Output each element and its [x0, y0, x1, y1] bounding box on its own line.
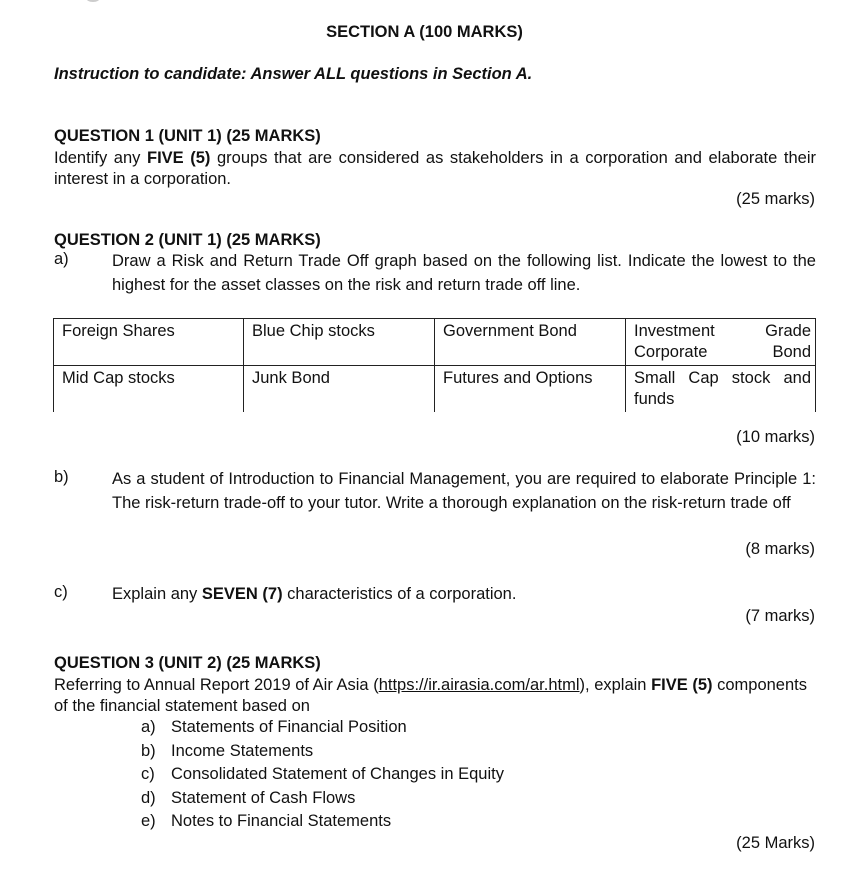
list-item [141, 763, 504, 787]
table-cell: Mid Cap stocks [54, 366, 244, 413]
question-2b-marks: (8 marks) [745, 540, 815, 558]
question-3-text-part: ), explain [579, 676, 652, 694]
question-1-text-part: groups that are considered as stakeholders in a corporation and elaborate their interest in a corporation. [54, 149, 816, 188]
list-item-label: d) [141, 788, 156, 807]
question-2c-text [112, 583, 816, 607]
instruction-text: Instruction to candidate: Answer ALL questions in Section A. [54, 65, 533, 83]
table-row [54, 366, 816, 413]
list-item [141, 810, 504, 834]
question-3-marks: (25 Marks) [736, 834, 815, 852]
list-item [141, 716, 504, 740]
question-3-text-part: Referring to Annual Report 2019 of Air Asia ( [54, 676, 379, 694]
list-item [141, 787, 504, 811]
list-item-text: Income Statements [171, 741, 314, 760]
question-2c-marks: (7 marks) [745, 607, 815, 625]
question-2b-label: b) [54, 468, 69, 486]
question-2a-text: Draw a Risk and Return Trade Off graph based on the following list. Indicate the lowest to the highest for the asset classes on the risk and return trade off line. [112, 252, 816, 294]
question-2a-label: a) [54, 250, 69, 268]
list-item-label: b) [141, 741, 156, 760]
list-item-text: Notes to Financial Statements [171, 812, 392, 830]
question-1-text-part: Identify any [54, 149, 147, 167]
list-item-text: Statements of Financial Position [171, 718, 407, 736]
question-3-heading: QUESTION 3 (UNIT 2) (25 MARKS) [54, 654, 321, 672]
list-item-label: c) [141, 765, 155, 783]
question-3-emphasis: FIVE (5) [651, 676, 713, 694]
page-fragment-mark [86, 0, 100, 2]
question-1-heading: QUESTION 1 (UNIT 1) (25 MARKS) [54, 127, 321, 145]
asset-classes-table [53, 318, 816, 412]
financial-statements-list [141, 716, 504, 834]
question-2b-text: As a student of Introduction to Financial Management, you are required to elaborate Principle 1: The risk-return trade-off to your tutor. Write a thorough explanation on the risk-return trade off [112, 470, 816, 512]
annual-report-link[interactable]: https://ir.airasia.com/ar.html [378, 676, 580, 694]
table-cell: Futures and Options [435, 366, 626, 413]
question-1-emphasis: FIVE (5) [146, 149, 211, 167]
question-3-text [54, 675, 816, 716]
table-cell: Blue Chip stocks [244, 319, 435, 366]
question-2c-label: c) [54, 583, 68, 601]
list-item [141, 740, 504, 764]
question-2a-marks: (10 marks) [736, 428, 815, 446]
list-item-label: e) [141, 812, 156, 830]
table-cell: Foreign Shares [54, 319, 244, 366]
question-3-text-part: components of the financial statement based on [54, 676, 807, 715]
question-2c-text-part: characteristics of a corporation. [282, 585, 517, 603]
table-cell: Small Cap stock and funds [626, 366, 816, 413]
question-1-marks: (25 marks) [736, 190, 815, 208]
list-item-label: a) [141, 718, 156, 736]
table-cell: Investment Grade Corporate Bond [626, 319, 816, 366]
list-item-text: Consolidated Statement of Changes in Equity [171, 765, 504, 783]
question-2c-text-part: Explain any [112, 585, 202, 603]
table-row [54, 319, 816, 366]
list-item-text: Statement of Cash Flows [171, 788, 356, 807]
question-2-heading: QUESTION 2 (UNIT 1) (25 MARKS) [54, 231, 321, 249]
question-1-text [54, 148, 816, 189]
table-cell: Government Bond [435, 319, 626, 366]
section-title: SECTION A (100 MARKS) [326, 23, 523, 41]
question-2c-emphasis: SEVEN (7) [201, 585, 283, 603]
table-cell: Junk Bond [244, 366, 435, 413]
